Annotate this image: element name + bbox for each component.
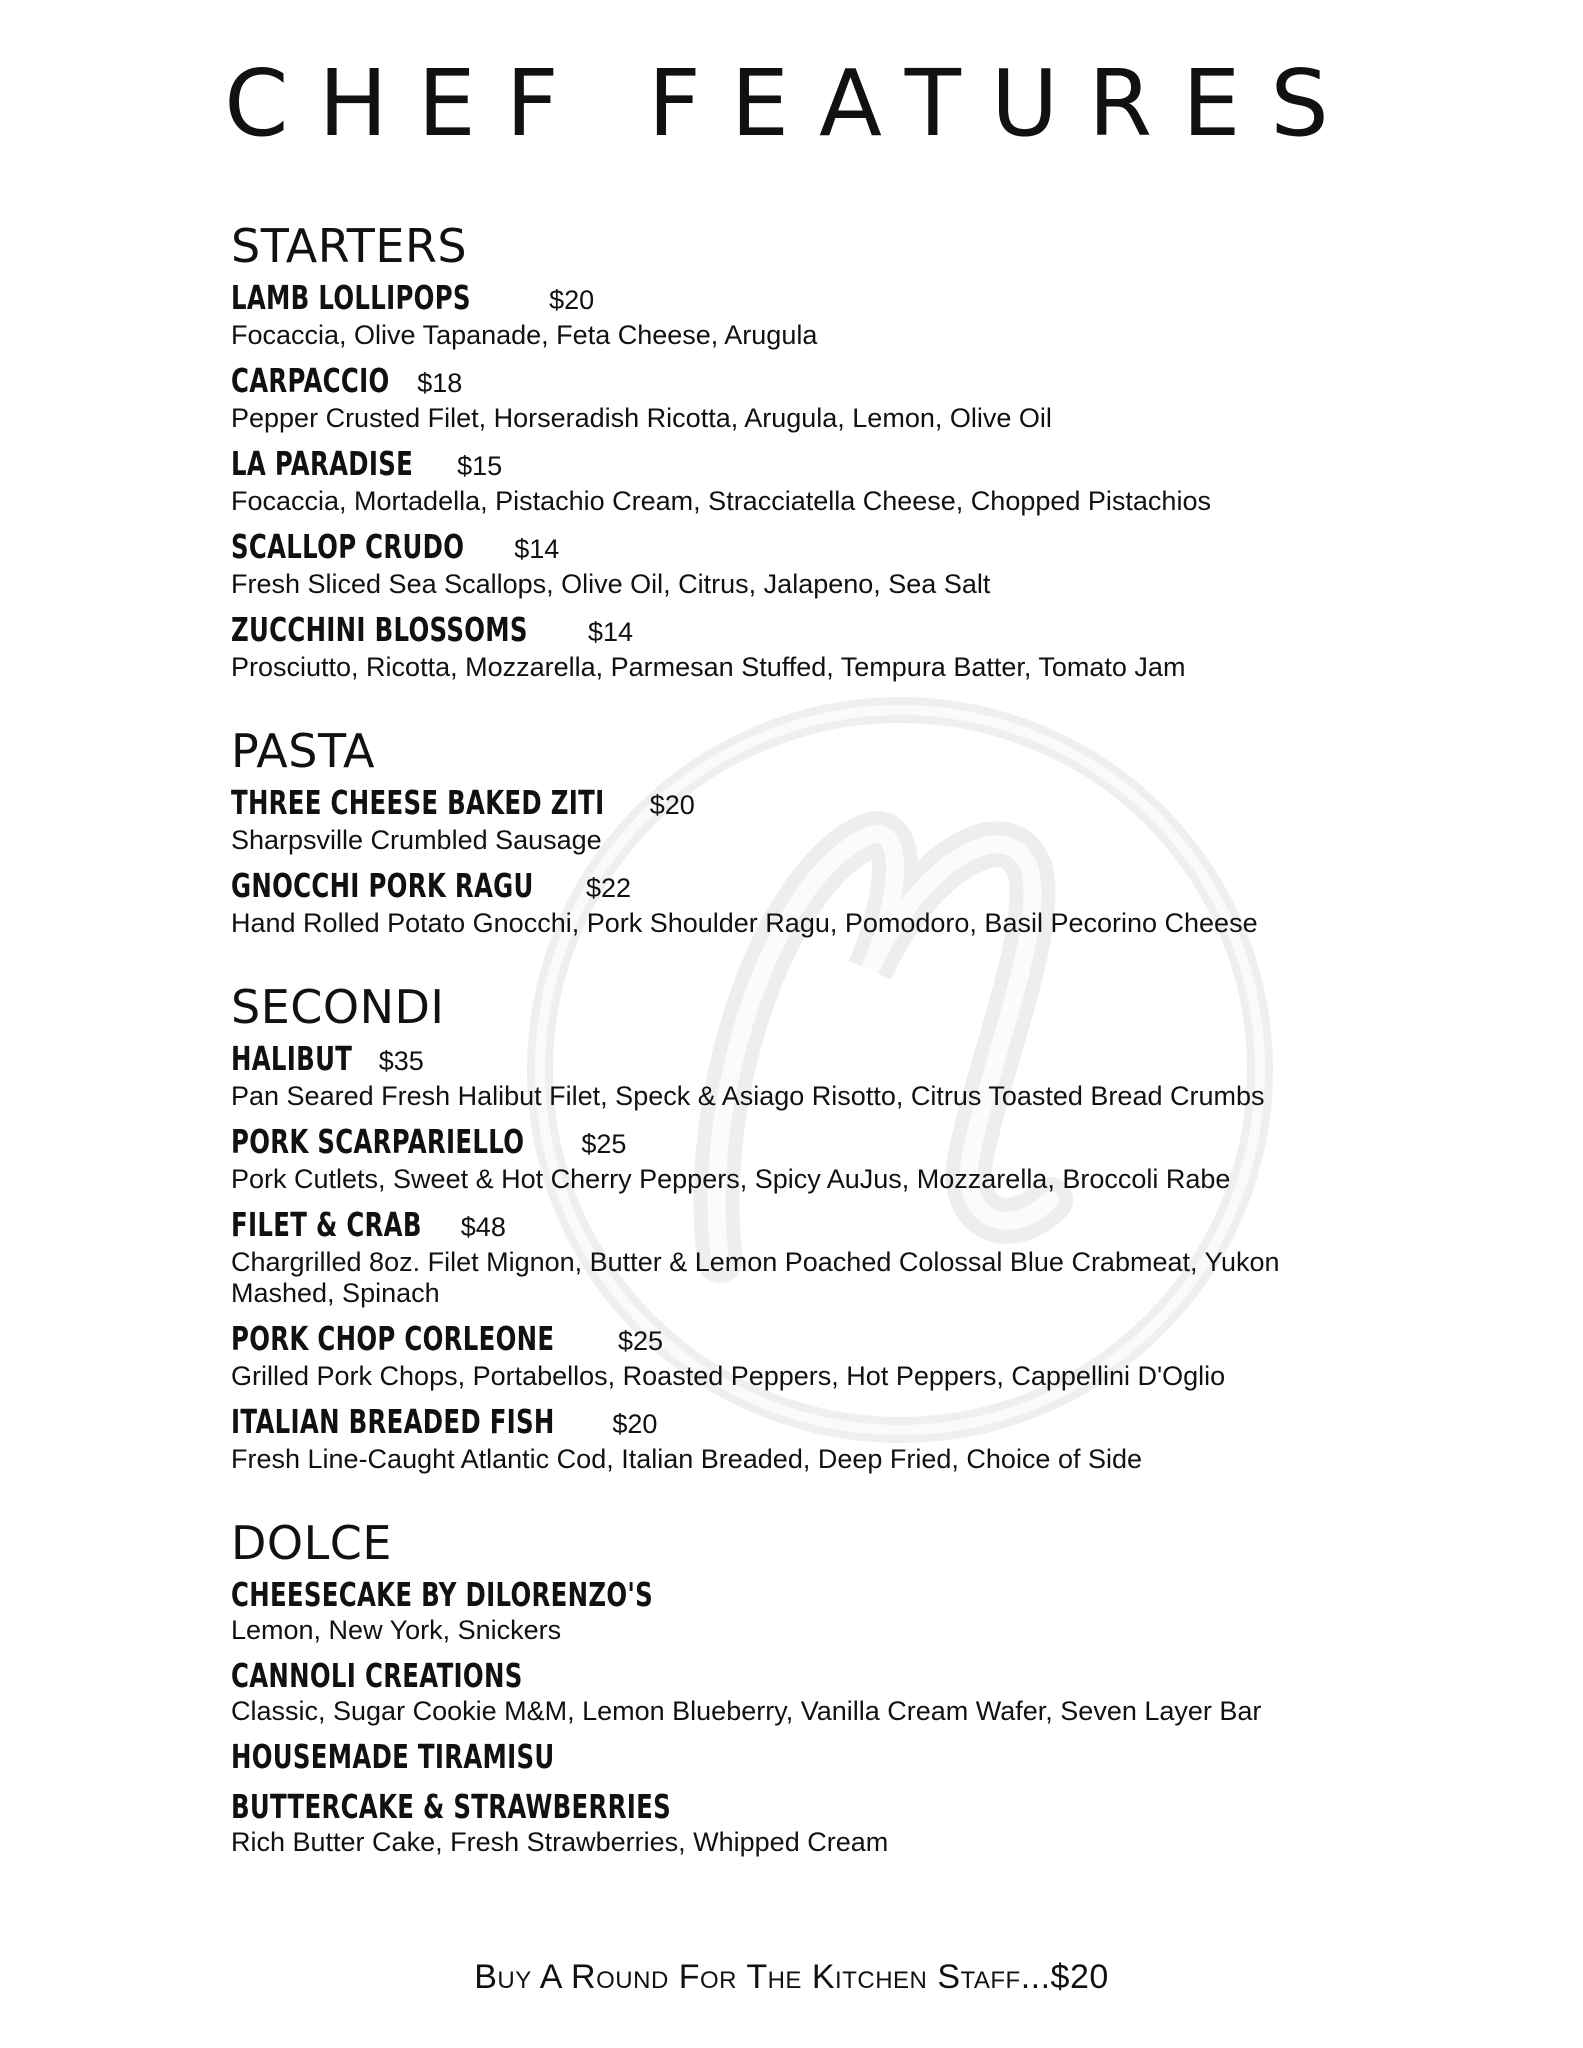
item-price: $25 [617, 1326, 664, 1356]
item-description: Pepper Crusted Filet, Horseradish Ricotta, Arugula, Lemon, Olive Oil [231, 403, 1052, 433]
item-description: Grilled Pork Chops, Portabellos, Roasted Peppers, Hot Peppers, Cappellini D'Oglio [231, 1361, 1226, 1391]
menu-item [231, 1787, 1381, 1858]
item-name: PORK CHOP CORLEONE [231, 1319, 555, 1358]
menu-item [231, 1737, 1381, 1777]
menu-item [231, 1402, 1381, 1475]
item-description: Fresh Line-Caught Atlantic Cod, Italian Breaded, Deep Fried, Choice of Side [231, 1444, 1143, 1474]
item-name: SCALLOP CRUDO [231, 527, 465, 566]
item-description: Pork Cutlets, Sweet & Hot Cherry Peppers, Spicy AuJus, Mozzarella, Broccoli Rabe [231, 1164, 1231, 1194]
item-price: $48 [460, 1212, 506, 1242]
item-name: LA PARADISE [231, 444, 414, 483]
item-description: Chargrilled 8oz. Filet Mignon, Butter & Lemon Poached Colossal Blue Crabmeat, Yukon Mashed, Spinach [231, 1247, 1280, 1308]
item-name: ITALIAN BREADED FISH [231, 1402, 555, 1441]
item-price: $15 [457, 451, 503, 481]
item-description: Prosciutto, Ricotta, Mozzarella, Parmesan Stuffed, Tempura Batter, Tomato Jam [231, 652, 1186, 682]
item-name: GNOCCHI PORK RAGU [231, 866, 534, 905]
item-price: $14 [588, 617, 634, 647]
item-price: $20 [549, 285, 595, 315]
menu-item [231, 1039, 1381, 1112]
item-name: BUTTERCAKE & STRAWBERRIES [231, 1787, 671, 1826]
item-name: ZUCCHINI BLOSSOMS [231, 610, 528, 649]
section-heading: DOLCE [231, 1516, 392, 1570]
item-description: Fresh Sliced Sea Scallops, Olive Oil, Citrus, Jalapeno, Sea Salt [231, 569, 991, 599]
item-name: CHEESECAKE BY DILORENZO'S [231, 1575, 654, 1614]
item-description: Focaccia, Mortadella, Pistachio Cream, Stracciatella Cheese, Chopped Pistachios [231, 486, 1211, 516]
menu-item [231, 278, 1381, 351]
section-heading: PASTA [231, 724, 375, 778]
kitchen-staff-note: Buy A Round For The Kitchen Staff...$20 [474, 1958, 1109, 1996]
menu-item [231, 1575, 1381, 1646]
item-description: Lemon, New York, Snickers [231, 1615, 562, 1645]
item-price: $20 [649, 790, 695, 820]
item-name: FILET & CRAB [231, 1205, 422, 1244]
item-description: Sharpsville Crumbled Sausage [231, 825, 602, 855]
item-description: Hand Rolled Potato Gnocchi, Pork Shoulder Ragu, Pomodoro, Basil Pecorino Cheese [231, 908, 1258, 938]
menu-item [231, 1656, 1381, 1727]
menu-item [231, 1319, 1381, 1392]
item-name: CARPACCIO [231, 361, 390, 400]
item-name: HOUSEMADE TIRAMISU [231, 1737, 555, 1776]
section-secondi [231, 979, 1381, 1475]
menu-item [231, 783, 1381, 856]
menu-body [231, 218, 1381, 1868]
section-dolce [231, 1515, 1381, 1858]
item-description: Classic, Sugar Cookie M&M, Lemon Blueberry, Vanilla Cream Wafer, Seven Layer Bar [231, 1696, 1262, 1726]
section-heading: STARTERS [231, 219, 468, 273]
page-title: CHEF FEATURES [224, 50, 1359, 157]
item-description: Rich Butter Cake, Fresh Strawberries, Whipped Cream [231, 1827, 889, 1857]
menu-item [231, 1205, 1381, 1309]
menu-item [231, 361, 1381, 434]
item-name: THREE CHEESE BAKED ZITI [231, 783, 605, 822]
item-description: Focaccia, Olive Tapanade, Feta Cheese, Arugula [231, 320, 818, 350]
section-heading: SECONDI [231, 980, 445, 1034]
section-pasta [231, 723, 1381, 939]
menu-item [231, 444, 1381, 517]
item-name: PORK SCARPARIELLO [231, 1122, 525, 1161]
menu-item [231, 610, 1381, 683]
item-price: $22 [585, 873, 631, 903]
item-name: CANNOLI CREATIONS [231, 1656, 523, 1695]
item-name: HALIBUT [231, 1039, 353, 1078]
menu-item [231, 527, 1381, 600]
section-starters [231, 218, 1381, 683]
menu-item [231, 866, 1381, 939]
item-description: Pan Seared Fresh Halibut Filet, Speck & Asiago Risotto, Citrus Toasted Bread Crumbs [231, 1081, 1265, 1111]
item-price: $20 [612, 1409, 658, 1439]
menu-item [231, 1122, 1381, 1195]
item-price: $35 [378, 1046, 424, 1076]
item-price: $18 [417, 368, 463, 398]
item-price: $25 [581, 1129, 627, 1159]
item-name: LAMB LOLLIPOPS [231, 278, 471, 317]
item-price: $14 [514, 534, 560, 564]
